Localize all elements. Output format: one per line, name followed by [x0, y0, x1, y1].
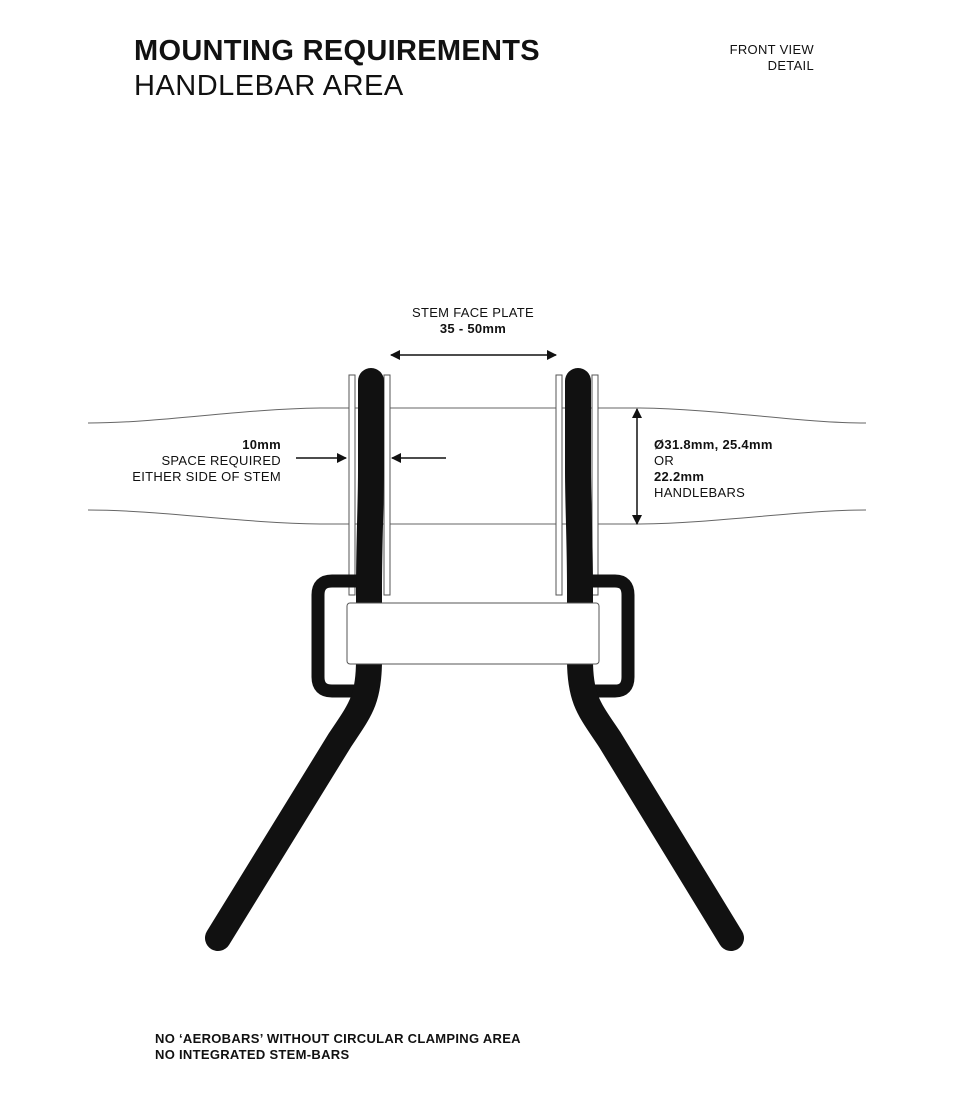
- diameter-line1: Ø31.8mm, 25.4mm: [654, 437, 773, 452]
- note-line2: NO INTEGRATED STEM-BARS: [155, 1047, 350, 1062]
- stem-face-plate-size: 35 - 50mm: [439, 321, 507, 336]
- note-line1: NO ‘AEROBARS’ WITHOUT CIRCULAR CLAMPING AREA: [155, 1031, 521, 1046]
- right-spacer-inner: [556, 375, 562, 595]
- view-label-line1: FRONT VIEW: [729, 42, 814, 57]
- handlebar-top-edge: [88, 408, 866, 423]
- diameter-line4: HANDLEBARS: [654, 485, 746, 500]
- space-size: 10mm: [242, 437, 281, 452]
- space-line2: EITHER SIDE OF STEM: [132, 469, 281, 484]
- left-spacer-outer: [349, 375, 355, 595]
- handlebar-diameter-label: [654, 437, 773, 501]
- page-title: MOUNTING REQUIREMENTS: [134, 35, 540, 67]
- diameter-line2: OR: [654, 453, 675, 468]
- space-required-label: [132, 437, 281, 485]
- handlebar-bottom-edge: [88, 510, 866, 524]
- diameter-line3: 22.2mm: [654, 469, 705, 484]
- space-line1: SPACE REQUIRED: [161, 453, 281, 468]
- left-spacer-inner: [384, 375, 390, 595]
- stem-face-plate-label: [373, 305, 573, 337]
- requirement-notes: [155, 1031, 521, 1063]
- stem-face-plate-text: STEM FACE PLATE: [411, 305, 534, 320]
- view-label-line2: DETAIL: [767, 58, 814, 73]
- page-subtitle: HANDLEBAR AREA: [134, 70, 404, 102]
- right-spacer-outer: [592, 375, 598, 595]
- stem-face-plate: [347, 603, 599, 664]
